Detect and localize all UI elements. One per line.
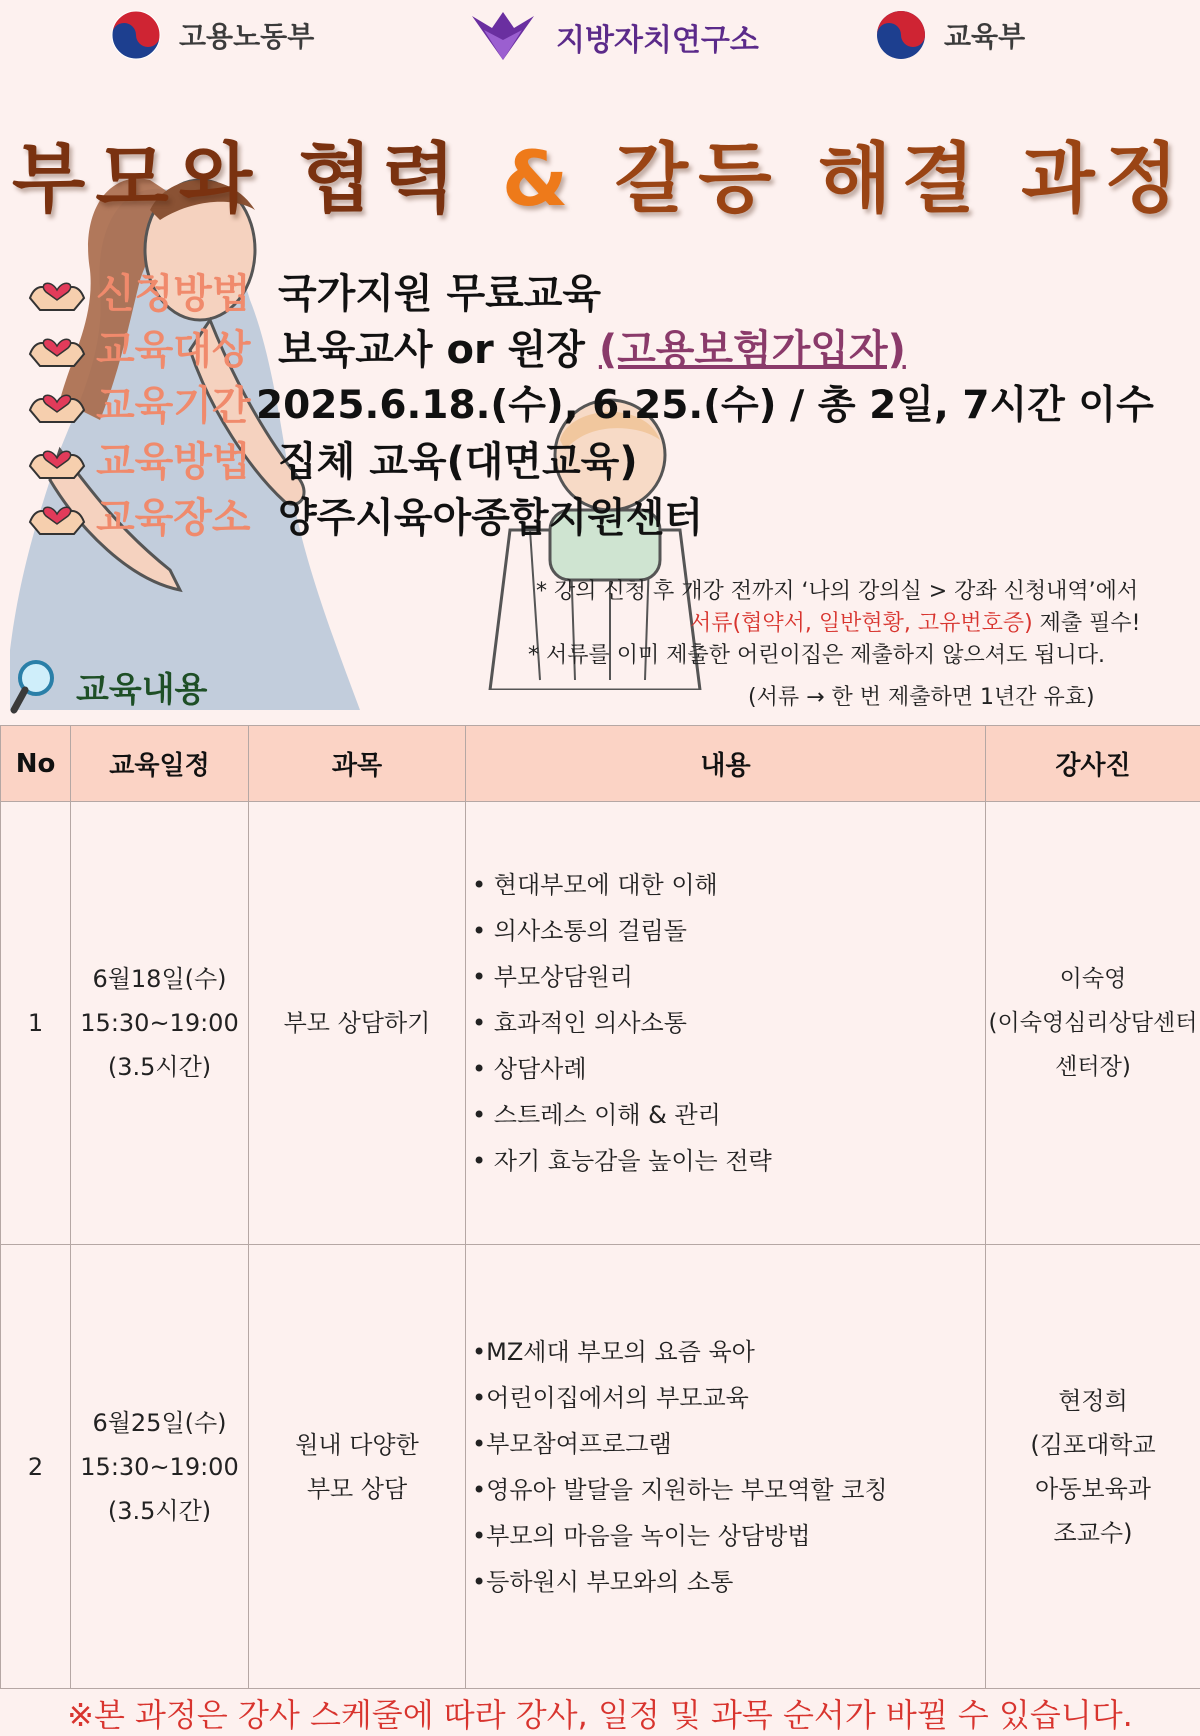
- info-value: 국가지원 무료교육: [278, 262, 601, 319]
- info-label: 교육방법: [96, 430, 278, 487]
- note-line-1: * 강의 신청 후 개강 전까지 ‘나의 강의실 > 강좌 신청내역’에서: [536, 574, 1138, 605]
- table-row: [1, 1245, 1200, 1689]
- heart-hands-icon: [26, 324, 88, 368]
- list-item: • 효과적인 의사소통: [472, 1000, 984, 1046]
- list-item: •부모의 마음을 녹이는 상담방법: [472, 1513, 984, 1559]
- col-header-instructor: 강사진: [986, 726, 1200, 802]
- info-row-method: [26, 430, 638, 486]
- note-line-3: * 서류를 이미 제출한 어린이집은 제출하지 않으셔도 됩니다.: [528, 638, 1105, 669]
- taeguk-icon: [105, 10, 167, 60]
- row-content: [466, 1245, 986, 1689]
- row-no: 2: [1, 1245, 71, 1689]
- col-header-content: 내용: [466, 726, 986, 802]
- list-item: • 부모상담원리: [472, 954, 984, 1000]
- info-row-place: [26, 486, 703, 542]
- list-item: •부모참여프로그램: [472, 1421, 984, 1467]
- col-header-schedule: 교육일정: [71, 726, 249, 802]
- magnifier-icon: [10, 658, 58, 714]
- section-title: 교육내용: [76, 662, 207, 711]
- logo-institute: [462, 10, 759, 64]
- info-label: 신청방법: [96, 262, 278, 319]
- info-row-target: [26, 318, 906, 374]
- table-header-row: [1, 726, 1200, 802]
- logo-text-moel: 고용노동부: [179, 15, 314, 55]
- note-line-2: 서류(협약서, 일반현황, 고유번호증) 제출 필수!: [690, 606, 1141, 637]
- list-item: • 현대부모에 대한 이해: [472, 862, 984, 908]
- logo-text-moe: 교육부: [944, 15, 1025, 55]
- row-schedule: 6월18일(수) 15:30~19:00 (3.5시간): [71, 802, 249, 1245]
- footer-notice: ※본 과정은 강사 스케줄에 따라 강사, 일정 및 과목 순서가 바뀔 수 있습니다.: [0, 1690, 1200, 1736]
- logo-moe: [870, 10, 1025, 60]
- list-item: •어린이집에서의 부모교육: [472, 1375, 984, 1421]
- heart-hands-icon: [26, 268, 88, 312]
- row-no: 1: [1, 802, 71, 1245]
- table-row: [1, 802, 1200, 1245]
- info-value: 보육교사 or 원장 (고용보험가입자): [278, 318, 906, 375]
- info-label: 교육장소: [96, 486, 278, 543]
- schedule-table: [0, 725, 1200, 1689]
- wing-logo-icon: [462, 10, 544, 64]
- col-header-no: No: [1, 726, 71, 802]
- insurance-note: (고용보험가입자): [599, 327, 906, 373]
- list-item: • 스트레스 이해 & 관리: [472, 1092, 984, 1138]
- info-row-apply: [26, 262, 601, 318]
- row-subject: 원내 다양한 부모 상담: [249, 1245, 466, 1689]
- section-header: [10, 658, 207, 714]
- info-value: 집체 교육(대면교육): [278, 430, 638, 487]
- logo-moel: [105, 10, 314, 60]
- info-label: 교육기간: [96, 374, 256, 431]
- heart-hands-icon: [26, 380, 88, 424]
- row-subject: 부모 상담하기: [249, 802, 466, 1245]
- heart-hands-icon: [26, 436, 88, 480]
- logo-text-institute: 지방자치연구소: [556, 15, 759, 59]
- heart-hands-icon: [26, 492, 88, 536]
- info-value: 2025.6.18.(수), 6.25.(수) / 총 2일, 7시간 이수: [256, 374, 1154, 430]
- list-item: •MZ세대 부모의 요즘 육아: [472, 1329, 984, 1375]
- list-item: •등하원시 부모와의 소통: [472, 1559, 984, 1605]
- info-value: 양주시육아종합지원센터: [278, 486, 703, 543]
- info-label: 교육대상: [96, 318, 278, 375]
- row-schedule: 6월25일(수) 15:30~19:00 (3.5시간): [71, 1245, 249, 1689]
- list-item: • 자기 효능감을 높이는 전략: [472, 1138, 984, 1184]
- list-item: • 의사소통의 걸림돌: [472, 908, 984, 954]
- row-instructor: 현정희 (김포대학교 아동보육과 조교수): [986, 1245, 1200, 1689]
- taeguk-icon: [870, 10, 932, 60]
- note-line-4: (서류 → 한 번 제출하면 1년간 유효): [748, 680, 1095, 711]
- row-instructor: 이숙영 (이숙영심리상담센터 센터장): [986, 802, 1200, 1245]
- list-item: •영유아 발달을 지원하는 부모역할 코칭: [472, 1467, 984, 1513]
- col-header-subject: 과목: [249, 726, 466, 802]
- info-row-period: [26, 374, 1154, 430]
- row-content: [466, 802, 986, 1245]
- list-item: • 상담사례: [472, 1046, 984, 1092]
- page-title: 부모와 협력 & 갈등 해결 과정: [0, 118, 1200, 227]
